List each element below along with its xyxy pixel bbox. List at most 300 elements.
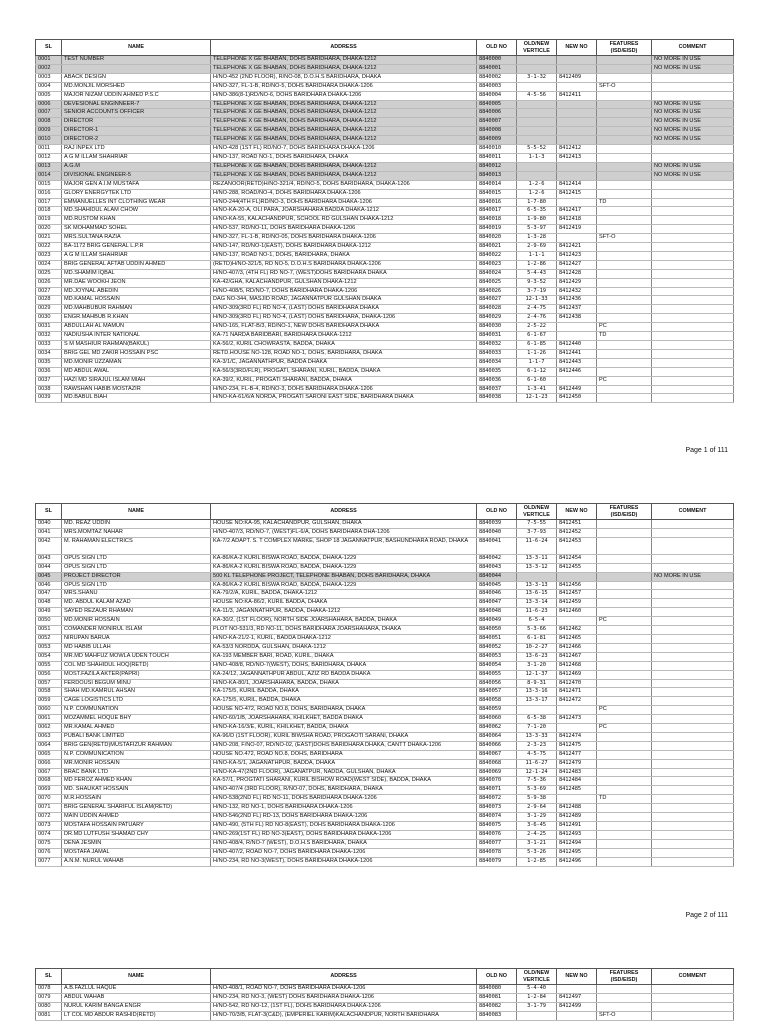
cell-address: TELEPHONE X GE BHABAN, DOHS BARIDHARA, DHAKA-1212 (211, 64, 477, 73)
cell-vert (517, 82, 557, 91)
cell-new: 8412453 (557, 537, 597, 554)
cell-new (557, 1011, 597, 1020)
cell-sl: 0054 (36, 652, 62, 661)
cell-vert: 2-9-69 (517, 243, 557, 252)
column-header-address: ADDRESS (211, 504, 477, 520)
cell-sl: 0058 (36, 688, 62, 697)
cell-name: PROJECT DIRECTOR (62, 572, 211, 581)
cell-old: 8840074 (477, 813, 517, 822)
cell-vert: 13-3-33 (517, 732, 557, 741)
cell-sl: 0053 (36, 643, 62, 652)
table-row (36, 56, 734, 65)
cell-name: S M MASHIUR RAHMAN(BAKUL) (62, 341, 211, 350)
cell-sl: 0060 (36, 706, 62, 715)
cell-old: 8840024 (477, 269, 517, 278)
table-row (36, 109, 734, 118)
cell-vert: 6-1-12 (517, 367, 557, 376)
cell-new (557, 136, 597, 145)
cell-vert (517, 109, 557, 118)
cell-address: HOUSE NO:KA-95, KALACHANDPUR, GULSHAN, DHAKA (211, 520, 477, 529)
cell-feat: TD (597, 332, 652, 341)
cell-new: 8412437 (557, 305, 597, 314)
page-number: Page 2 of 111 (685, 912, 728, 919)
table-row (36, 554, 734, 563)
table-row (36, 786, 734, 795)
cell-feat (597, 563, 652, 572)
cell-vert: 13-3-14 (517, 599, 557, 608)
directory-table (35, 503, 734, 867)
cell-comment (652, 145, 734, 154)
cell-old: 8840071 (477, 786, 517, 795)
cell-new: 8412427 (557, 260, 597, 269)
cell-name: MOSTAFA HOSSAIN PATUARY (62, 822, 211, 831)
table-row (36, 830, 734, 839)
cell-feat (597, 599, 652, 608)
cell-old: 8840036 (477, 376, 517, 385)
cell-new: 8412467 (557, 652, 597, 661)
cell-comment (652, 750, 734, 759)
cell-feat (597, 367, 652, 376)
cell-address: KA-175/5, KURIL BADDA, DHAKA (211, 688, 477, 697)
cell-feat (597, 590, 652, 599)
cell-old: 8840048 (477, 608, 517, 617)
cell-address: H/NO-234, RD NO-3, (WEST) DOHS BARIDHARA DHAKA-1206 (211, 993, 477, 1002)
table-row (36, 153, 734, 162)
cell-sl: 0014 (36, 171, 62, 180)
cell-name (62, 64, 211, 73)
cell-name: SHAH MD.KAMRUL AHSAN (62, 688, 211, 697)
cell-comment (652, 715, 734, 724)
cell-old: 8840042 (477, 554, 517, 563)
cell-new (557, 100, 597, 109)
cell-name: N.P. COMMUNATION (62, 706, 211, 715)
cell-new: 8412414 (557, 180, 597, 189)
cell-vert: 1-3-28 (517, 234, 557, 243)
cell-old: 8840013 (477, 171, 517, 180)
table-row (36, 581, 734, 590)
cell-new (557, 82, 597, 91)
table-row (36, 768, 734, 777)
cell-address: H/NO-542, RD NO-12, (1ST FL), DOHS BARIDHARA DHAKA-1206 (211, 1002, 477, 1011)
cell-address: H/NO-132, RD NO-1, DOHS BARIDHARA DHAKA-1206 (211, 804, 477, 813)
table-row (36, 305, 734, 314)
cell-old: 8840018 (477, 216, 517, 225)
cell-comment (652, 332, 734, 341)
cell-address: TELEPHONE X GE BHABAN, DOHS BARIDHARA, DHAKA-1212 (211, 171, 477, 180)
cell-address: TELEPHONE X GE BHABAN, DOHS BARIDHARA, DHAKA-1212 (211, 118, 477, 127)
cell-new: 8412432 (557, 287, 597, 296)
cell-comment (652, 269, 734, 278)
table-row (36, 189, 734, 198)
column-header-comment: COMMENT (652, 40, 734, 56)
table-row (36, 1011, 734, 1020)
cell-old: 8840034 (477, 358, 517, 367)
cell-sl: 0008 (36, 118, 62, 127)
cell-name: DIRECTOR-1 (62, 127, 211, 136)
cell-new (557, 724, 597, 733)
cell-old: 8840003 (477, 82, 517, 91)
cell-address: H/NO-60/1/B, JOARSHAHARA, KHILKHET, BADDA DHAKA (211, 715, 477, 724)
cell-new: 8412479 (557, 759, 597, 768)
cell-new: 8412497 (557, 993, 597, 1002)
cell-address: KA-56/3(3RD/FLR), PROGATI, SHARANI, KURIL, BADDA, DHAKA (211, 367, 477, 376)
cell-sl: 0034 (36, 349, 62, 358)
cell-name: MOST.FAZILA AKTER(PAPRI) (62, 670, 211, 679)
cell-vert: 13-3-11 (517, 554, 557, 563)
cell-name: RAJ INPEX LTD (62, 145, 211, 154)
cell-feat (597, 786, 652, 795)
cell-feat: SFT-O (597, 234, 652, 243)
cell-comment (652, 795, 734, 804)
table-row (36, 839, 734, 848)
cell-new: 8412418 (557, 216, 597, 225)
table-row (36, 777, 734, 786)
column-header-new: NEW NO (557, 969, 597, 985)
cell-sl: 0066 (36, 759, 62, 768)
cell-new (557, 109, 597, 118)
cell-feat (597, 822, 652, 831)
cell-feat (597, 207, 652, 216)
cell-address: H/NO-327, FL-1-B, RD/NO-05, DOHS BARIDHARA DHAKA-1206 (211, 234, 477, 243)
cell-vert: 3-6-45 (517, 822, 557, 831)
cell-old: 8840057 (477, 688, 517, 697)
cell-sl: 0063 (36, 732, 62, 741)
cell-old: 8840001 (477, 64, 517, 73)
cell-old: 8840070 (477, 777, 517, 786)
cell-comment: NO MORE IN USE (652, 171, 734, 180)
cell-new: 8412415 (557, 189, 597, 198)
cell-vert: 2-4-76 (517, 314, 557, 323)
cell-comment (652, 563, 734, 572)
cell-vert: 5-4-40 (517, 985, 557, 994)
cell-name: OPUS SIGN LTD (62, 563, 211, 572)
column-header-new: NEW NO (557, 504, 597, 520)
cell-feat (597, 136, 652, 145)
table-row (36, 857, 734, 866)
cell-sl: 0026 (36, 278, 62, 287)
cell-vert: 6-1-60 (517, 376, 557, 385)
table-row (36, 278, 734, 287)
table-row (36, 376, 734, 385)
table-row (36, 697, 734, 706)
cell-name: MR.KAMAL AHMED (62, 724, 211, 733)
cell-feat (597, 670, 652, 679)
cell-new: 8412452 (557, 528, 597, 537)
cell-old: 8840046 (477, 590, 517, 599)
cell-vert: 3-7-19 (517, 287, 557, 296)
cell-comment (652, 537, 734, 554)
cell-new (557, 323, 597, 332)
cell-address: H/NO-537, RD/NO-11, DOHS BARIDHARA DHAKA-1206 (211, 225, 477, 234)
cell-comment (652, 679, 734, 688)
cell-sl: 0004 (36, 82, 62, 91)
cell-feat (597, 73, 652, 82)
cell-comment (652, 741, 734, 750)
cell-comment (652, 349, 734, 358)
cell-sl: 0024 (36, 260, 62, 269)
cell-new: 8412438 (557, 314, 597, 323)
cell-comment (652, 993, 734, 1002)
cell-comment (652, 198, 734, 207)
header-row (36, 40, 734, 56)
cell-comment (652, 216, 734, 225)
cell-comment (652, 153, 734, 162)
cell-sl: 0030 (36, 314, 62, 323)
cell-comment (652, 1002, 734, 1011)
table-row (36, 251, 734, 260)
cell-comment (652, 189, 734, 198)
cell-address: H/NO-309(3RD FL) RD NO-4, (LAST) DOHS BARIDHARA DHAKA (211, 305, 477, 314)
cell-name: LT COL MD ABDUR RASHID(RETD) (62, 1011, 211, 1020)
cell-new: 8412471 (557, 688, 597, 697)
cell-old: 8840038 (477, 394, 517, 403)
cell-vert: 6-1-81 (517, 634, 557, 643)
cell-name: MD.SHAMIM IQBAL (62, 269, 211, 278)
cell-sl: 0079 (36, 993, 62, 1002)
cell-feat (597, 341, 652, 350)
cell-name: MD.KAMAL HOSSAIN (62, 296, 211, 305)
cell-address: KA-24/12, JAGANNATHPUR ABDUL, AZIZ RD BADDA DHAKA (211, 670, 477, 679)
cell-address: H/NO-KA-5/1, JAGANATHPUR, BADDA, DHAKA (211, 759, 477, 768)
cell-sl: 0043 (36, 554, 62, 563)
cell-old: 8840027 (477, 296, 517, 305)
cell-name: BRAC BANK LTD (62, 768, 211, 777)
cell-feat (597, 358, 652, 367)
cell-name: BA-1172 BRIG GENERAL L.P.R (62, 243, 211, 252)
cell-feat (597, 314, 652, 323)
table-row (36, 180, 734, 189)
cell-sl: 0057 (36, 679, 62, 688)
cell-comment (652, 688, 734, 697)
cell-vert: 11-6-23 (517, 608, 557, 617)
table-row (36, 732, 734, 741)
cell-comment (652, 848, 734, 857)
cell-new: 8412469 (557, 670, 597, 679)
cell-comment (652, 73, 734, 82)
cell-sl: 0051 (36, 626, 62, 635)
cell-vert: 1-2-6 (517, 189, 557, 198)
cell-feat (597, 91, 652, 100)
cell-old: 8840083 (477, 1011, 517, 1020)
cell-vert: 6-1-85 (517, 341, 557, 350)
cell-address: DAG NO-344, MASJID ROAD, JAGANNATPUR GULSHAN DHAKA (211, 296, 477, 305)
cell-feat: PC (597, 376, 652, 385)
cell-new (557, 56, 597, 65)
cell-sl: 0028 (36, 296, 62, 305)
cell-feat: TD (597, 198, 652, 207)
cell-old: 8840005 (477, 100, 517, 109)
cell-vert: 1-9-80 (517, 216, 557, 225)
cell-address: H/NO-KA-55, KALACHANDPUR, SCHOOL RD GULSHAN DHAKA-1212 (211, 216, 477, 225)
cell-old: 8840040 (477, 528, 517, 537)
cell-comment: NO MORE IN USE (652, 56, 734, 65)
cell-new (557, 376, 597, 385)
page-number: Page 1 of 111 (685, 447, 728, 454)
cell-comment (652, 260, 734, 269)
cell-old: 8840080 (477, 985, 517, 994)
cell-address: H/NO-408/1, ROAD NO-7, DOHS BARIDHARA DHAKA-1206 (211, 985, 477, 994)
table-row (36, 652, 734, 661)
cell-new: 8412428 (557, 269, 597, 278)
cell-comment (652, 243, 734, 252)
cell-sl: 0044 (36, 563, 62, 572)
cell-comment: NO MORE IN USE (652, 127, 734, 136)
cell-name: N.P. COMMUNICATION (62, 750, 211, 759)
cell-name: MD.MONIR UZZAMAN (62, 358, 211, 367)
cell-name: A G M ILLAM SHAHRIAR (62, 153, 211, 162)
cell-vert: 13-3-16 (517, 688, 557, 697)
cell-address: H/NO-234, RD NO-3(WEST), DOHS BARIDHARA DHAKA-1206 (211, 857, 477, 866)
cell-old: 8840077 (477, 839, 517, 848)
cell-sl: 0047 (36, 590, 62, 599)
cell-address: KA-39/2, KURIL, PROGATI SHARANI, BADDA, DHAKA (211, 376, 477, 385)
cell-old: 8840064 (477, 732, 517, 741)
cell-address: RETD.HOUSE NO-128, ROAD NO-1, DOHS, BARIDHARA, DHAKA (211, 349, 477, 358)
cell-old: 8840045 (477, 581, 517, 590)
cell-name: RAWSHAN HABIB MOSTAZIR (62, 385, 211, 394)
cell-comment (652, 180, 734, 189)
cell-old: 8840011 (477, 153, 517, 162)
cell-new (557, 706, 597, 715)
cell-vert: 5-3-97 (517, 225, 557, 234)
column-header-comment: COMMENT (652, 969, 734, 985)
cell-vert: 5-3-69 (517, 786, 557, 795)
cell-feat (597, 661, 652, 670)
table-row (36, 528, 734, 537)
header-row (36, 969, 734, 985)
cell-comment (652, 296, 734, 305)
table-row (36, 91, 734, 100)
cell-vert (517, 100, 557, 109)
cell-feat (597, 180, 652, 189)
cell-vert: 13-3-17 (517, 697, 557, 706)
cell-address: H/NO-137, ROAD NO-1, DOHS, BARIDHARA, DHAKA (211, 251, 477, 260)
cell-vert: 3-1-29 (517, 813, 557, 822)
cell-vert (517, 162, 557, 171)
cell-address: TELEPHONE X GE BHABAN, DOHS BARIDHARA, DHAKA-1212 (211, 56, 477, 65)
cell-vert: 2-5-22 (517, 323, 557, 332)
cell-address: H/NO-309(3RD FL) RD NO-4, (LAST) DOHS BARIDHARA, DHAKA-1206 (211, 314, 477, 323)
cell-feat (597, 626, 652, 635)
table-row (36, 260, 734, 269)
cell-old: 8840022 (477, 251, 517, 260)
cell-vert: 11-6-24 (517, 537, 557, 554)
cell-name: BRIG GENERAL SHARIFUL ISLAM(RETD) (62, 804, 211, 813)
cell-sl: 0065 (36, 750, 62, 759)
cell-address: KA-86/KA-2 KURIL BISWA ROAD, BADDA, DHAKA-1229 (211, 581, 477, 590)
cell-new: 8412450 (557, 394, 597, 403)
cell-old: 8840069 (477, 768, 517, 777)
cell-vert: 3-1-79 (517, 1002, 557, 1011)
cell-name: MD ABDUL AWAL (62, 367, 211, 376)
cell-new: 8412466 (557, 643, 597, 652)
table-row (36, 234, 734, 243)
cell-vert (517, 1011, 557, 1020)
cell-vert: 1-1-26 (517, 349, 557, 358)
cell-vert: 5-3-26 (517, 848, 557, 857)
cell-sl: 0002 (36, 64, 62, 73)
cell-sl: 0035 (36, 358, 62, 367)
cell-comment (652, 661, 734, 670)
cell-comment (652, 813, 734, 822)
cell-address: REZANOOR(RETD)H/NO-321/4, RD/NO-5, DOHS BARIDHARA, DHAKA-1206 (211, 180, 477, 189)
cell-old: 8840015 (477, 189, 517, 198)
cell-name: OPUS SIGN LTD (62, 554, 211, 563)
cell-vert: 6-5-38 (517, 715, 557, 724)
cell-name: SAYED REZAUR RHAMAN (62, 608, 211, 617)
cell-vert: 1-1-3 (517, 153, 557, 162)
cell-address: H/NO-234, FL-B-4, RD/NO-3, DOHS BARIDHARA DHAKA-1206 (211, 385, 477, 394)
cell-old: 8840030 (477, 323, 517, 332)
cell-new: 8412440 (557, 341, 597, 350)
cell-new (557, 332, 597, 341)
cell-name: FERDOUSI BEGUM MINU (62, 679, 211, 688)
column-header-comment: COMMENT (652, 504, 734, 520)
cell-old: 8840026 (477, 287, 517, 296)
cell-address: TELEPHONE X GE BHABAN, DOHS BARIDHARA, DHAKA-1212 (211, 109, 477, 118)
table-row (36, 136, 734, 145)
cell-comment (652, 358, 734, 367)
cell-comment: NO MORE IN USE (652, 162, 734, 171)
column-header-new: NEW NO (557, 40, 597, 56)
cell-name: SK MOHAMMAD SOHEL (62, 225, 211, 234)
cell-vert: 3-1-20 (517, 661, 557, 670)
cell-feat: PC (597, 323, 652, 332)
table-row (36, 64, 734, 73)
cell-old: 8840043 (477, 563, 517, 572)
cell-name: M. RAHAMAN ELECTRICS (62, 537, 211, 554)
cell-feat (597, 127, 652, 136)
cell-address: H/NO-244(4TH FL)RD/NO-3, DOHS BARIDHARA DHAKA-1206 (211, 198, 477, 207)
cell-vert: 3-1-21 (517, 839, 557, 848)
cell-vert (517, 118, 557, 127)
cell-feat (597, 171, 652, 180)
table-row (36, 520, 734, 529)
cell-name: MRS.SHANU (62, 590, 211, 599)
cell-vert: 5-5-52 (517, 145, 557, 154)
table-row (36, 198, 734, 207)
cell-sl: 0027 (36, 287, 62, 296)
cell-old: 8840000 (477, 56, 517, 65)
cell-comment (652, 697, 734, 706)
cell-comment (652, 839, 734, 848)
cell-comment (652, 706, 734, 715)
cell-old: 8840076 (477, 830, 517, 839)
cell-comment (652, 634, 734, 643)
cell-new: 8412443 (557, 358, 597, 367)
table-row (36, 813, 734, 822)
cell-sl: 0019 (36, 216, 62, 225)
cell-vert: 7-5-55 (517, 520, 557, 529)
cell-sl: 0022 (36, 243, 62, 252)
cell-address: H/NO-428 (1ST FL) RD/NO-7, DOHS BARIDHARA DHAKA-1206 (211, 145, 477, 154)
column-header-address: ADDRESS (211, 40, 477, 56)
cell-new: 8412412 (557, 145, 597, 154)
cell-comment (652, 225, 734, 234)
cell-vert: 7-1-20 (517, 724, 557, 733)
cell-new: 8412460 (557, 608, 597, 617)
cell-vert: 11-6-27 (517, 759, 557, 768)
cell-comment (652, 528, 734, 537)
cell-comment: NO MORE IN USE (652, 136, 734, 145)
cell-comment (652, 376, 734, 385)
cell-feat (597, 394, 652, 403)
cell-comment (652, 857, 734, 866)
cell-sl: 0009 (36, 127, 62, 136)
cell-new: 8412491 (557, 822, 597, 831)
cell-name: MD.JOYNAL ABEDIN (62, 287, 211, 296)
cell-feat (597, 804, 652, 813)
